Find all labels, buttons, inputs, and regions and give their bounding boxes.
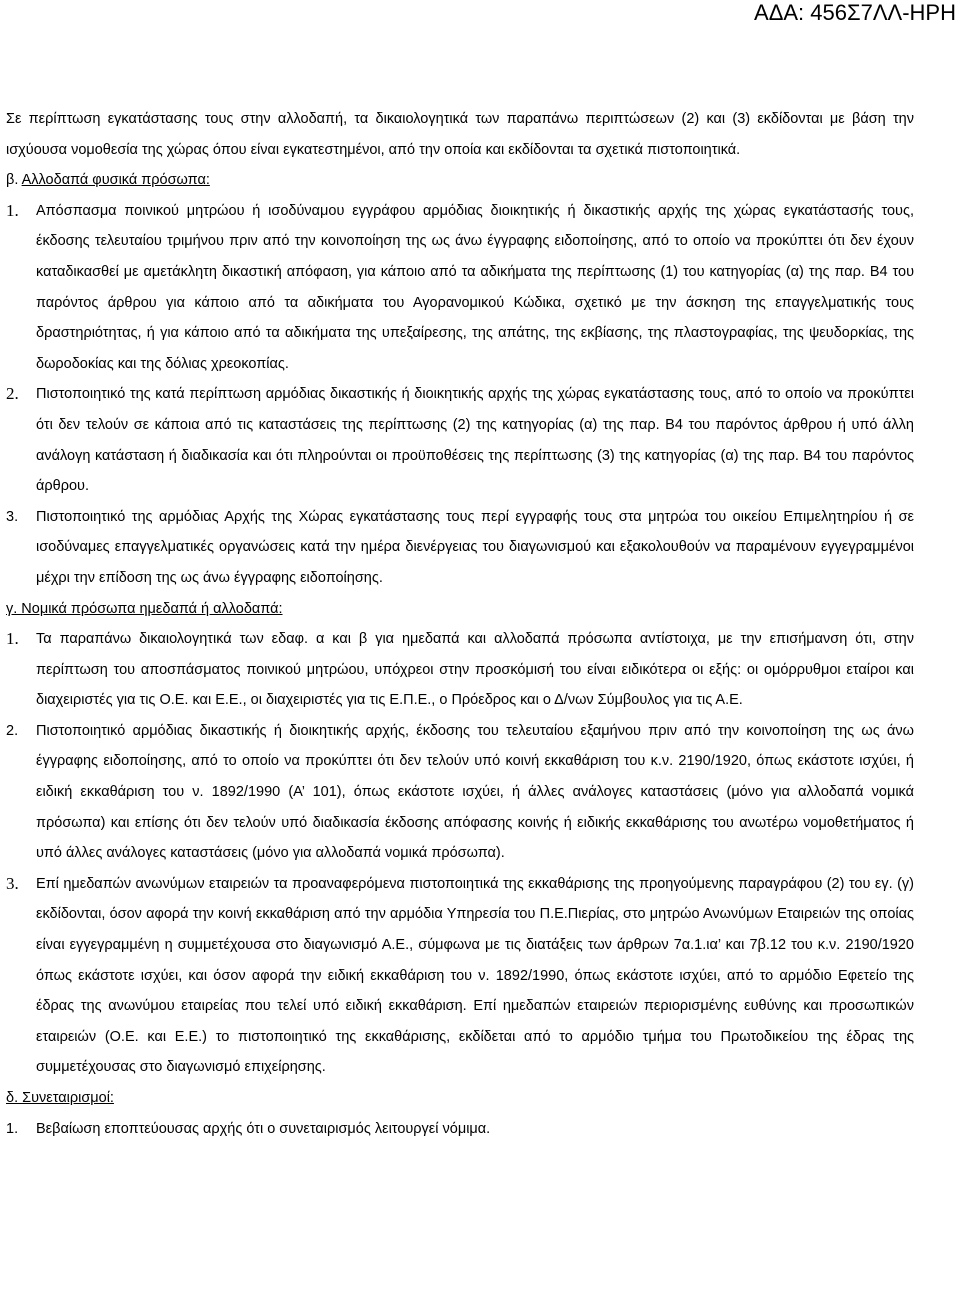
item-text: Πιστοποιητικό αρμόδιας δικαστικής ή διοικητικής αρχής, έκδοσης του τελευταίου εξαμήνου πριν από την κοινοποίηση της ως άνω έγγραφης ειδοποίησης, από το οποίο να προκύπτει ότι δεν τελούν υπό κοινή εκκαθάριση του κ.ν. 2190/1920, όπως εκάστοτε ισχύει, ή ειδική εκκαθάριση του ν. 1892/1990 (Α’ 101), όπως εκάστοτε ισχύει, ή άλλες ανάλογες καταστάσεις (μόνο για αλλοδαπά νομικά πρόσωπα) και επίσης ότι δεν τελούν υπό διαδικασία έκδοσης απόφασης κοινής ή ειδικής εκκαθάρισης του ανωτέρω νομοθετήματος ή υπό άλλες ανάλογες καταστάσεις (μόνο για αλλοδαπά νομικά πρόσωπα).	[36, 722, 914, 862]
section-b-item-2	[6, 379, 914, 501]
item-text: Απόσπασμα ποινικού μητρώου ή ισοδύναμου εγγράφου αρμόδιας διοικητικής ή δικαστικής αρχής της χώρας εγκατάστασής τους, έκδοσης τελευταίου τριμήνου πριν από την κοινοποίηση της ως άνω έγγραφης ειδοποίησης, από το οποίο να προκύπτει ότι δεν έχουν καταδικασθεί με αμετάκλητη δικαστική απόφαση, για κάποιο από τα αδικήματα της περίπτωσης (1) του κατηγορίας (α) της παρ. Β4 του παρόντος άρθρου για κάποιο από τα αδικήματα του Αγορανομικού Κώδικα, σχετικό με την άσκηση της επαγγελματικής τους δραστηριότητας, ή για κάποιο από τα αδικήματα της υπεξαίρεσης, της απάτης, της εκβίασης, της πλαστογραφίας, της ψευδορκίας, της δωροδοκίας και της δόλιας χρεοκοπίας.	[36, 202, 914, 372]
section-b-title: Αλλοδαπά φυσικά πρόσωπα:	[21, 172, 210, 189]
item-text: Βεβαίωση εποπτεύουσας αρχής ότι ο συνεταιρισμός λειτουργεί νόμιμα.	[36, 1120, 491, 1137]
section-b-item-3	[6, 502, 914, 594]
section-c-heading: γ. Νομικά πρόσωπα ημεδαπά ή αλλοδαπά:	[6, 600, 283, 617]
item-number: 3.	[6, 873, 19, 893]
item-text: Τα παραπάνω δικαιολογητικά των εδαφ. α και β για ημεδαπά και αλλοδαπά πρόσωπα αντίστοιχα, με την επισήμανση ότι, στην περίπτωση του αποσπάσματος ποινικού μητρώου, υπόχρεοι στην προσκόμισή του είναι ειδικότερα οι εξής: οι ομόρρυθμοι εταίροι και διαχειριστές για τις Ο.Ε. και Ε.Ε., οι διαχειριστές για τις Ε.Π.Ε., ο Πρόεδρος και ο Δ/νων Σύμβουλος για τις Α.Ε.	[36, 631, 914, 709]
section-b-heading	[6, 165, 914, 196]
section-b-item-1	[6, 196, 914, 380]
item-number: 2.	[6, 722, 19, 739]
item-number: 1.	[6, 629, 19, 649]
section-c-item-3	[6, 869, 914, 1083]
section-c-item-2	[6, 716, 914, 869]
document-ada-code: ΑΔΑ: 456Σ7ΛΛ-ΗΡΗ	[754, 0, 956, 25]
item-text: Επί ημεδαπών ανωνύμων εταιρειών τα προαναφερόμενα πιστοποιητικά της εκκαθάρισης της προηγούμενης παραγράφου (2) του εγ. (γ) εκδίδονται, όσον αφορά την κοινή εκκαθάριση από την αρμόδια Υπηρεσία του Π.Ε.Πιερίας, στο μητρώο Ανωνύμων Εταιρειών της οποίας είναι εγγεγραμμένη η συμμετέχουσα στο διαγωνισμό Α.Ε., σύμφωνα με τις διατάξεις των άρθρων 7α.1.ια’ και 7β.12 του κ.ν. 2190/1920 όπως εκάστοτε ισχύει, και όσον αφορά την ειδική εκκαθάριση του ν. 1892/1990, όπως εκάστοτε ισχύει, από το αρμόδιο Εφετείο της έδρας της ανωνύμου εταιρείας που τελεί υπό ειδική εκκαθάριση. Επί ημεδαπών εταιρειών περιορισμένης ευθύνης και προσωπικών εταιρειών (Ο.Ε. και Ε.Ε.) το πιστοποιητικό της εκκαθάρισης, εκδίδεται από το αρμόδιο τμήμα του Πρωτοδικείου της έδρας της συμμετέχουσας στο διαγωνισμό επιχείρησης.	[36, 875, 914, 1076]
section-d-item-1	[6, 1114, 914, 1145]
document-body	[6, 104, 914, 1144]
item-number: 2.	[6, 384, 19, 404]
item-text: Πιστοποιητικό της αρμόδιας Αρχής της Χώρας εγκατάστασης τους περί εγγραφής τους στα μητρώα του οικείου Επιμελητηρίου ή σε ισοδύναμες επαγγελματικές οργανώσεις κατά την ημέρα διενέργειας του διαγωνισμού και εξακολουθούν να παραμένουν εγγεγραμμένοι μέχρι την επίδοση της ως άνω έγγραφης ειδοποίησης.	[36, 508, 914, 586]
section-c-item-1	[6, 624, 914, 716]
section-b-prefix: β.	[6, 172, 19, 189]
intro-paragraph: Σε περίπτωση εγκατάστασης τους στην αλλοδαπή, τα δικαιολογητικά των παραπάνω περιπτώσεων (2) και (3) εκδίδονται με βάση την ισχύουσα νομοθεσία της χώρας όπου είναι εγκατεστημένοι, από την οποία και εκδίδονται τα σχετικά πιστοποιητικά.	[6, 111, 914, 158]
item-number: 1.	[6, 200, 19, 220]
item-number: 3.	[6, 508, 19, 525]
item-number: 1.	[6, 1120, 19, 1137]
item-text: Πιστοποιητικό της κατά περίπτωση αρμόδιας δικαστικής ή διοικητικής αρχής της χώρας εγκατάστασης τους, από το οποίο να προκύπτει ότι δεν τελούν σε κάποια από τις καταστάσεις της περίπτωσης (2) της κατηγορίας (α) της παρ. Β4 του παρόντος άρθρου ή υπό άλλη ανάλογη κατάσταση ή διαδικασία και ότι πληρούνται οι προϋποθέσεις της περίπτωσης (3) της κατηγορίας (α) της παρ. Β4 του παρόντος άρθρου.	[36, 386, 914, 495]
section-d-heading: δ. Συνεταιρισμοί:	[6, 1090, 114, 1106]
